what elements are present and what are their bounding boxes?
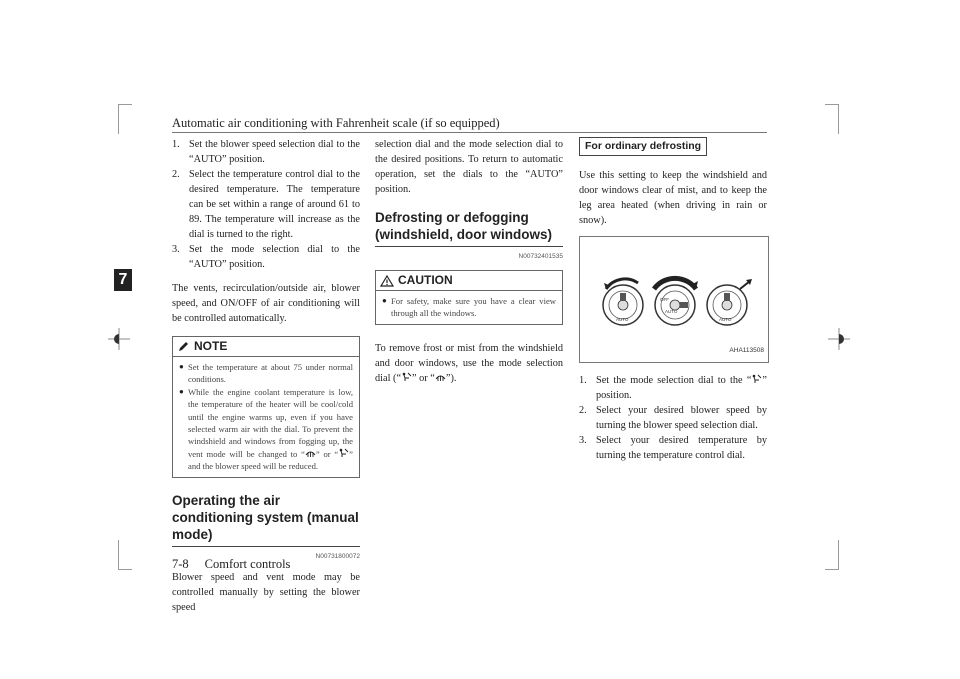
chapter-tab: 7: [114, 269, 132, 291]
note-header: [173, 337, 359, 357]
paragraph: Use this setting to keep the windshield and door windows clear of mist, and to keep the leg area heated (when driving in rain or snow).: [579, 170, 767, 226]
foot-defrost-icon: [751, 374, 762, 384]
warning-triangle-icon: [380, 275, 394, 287]
step-text: Select the temperature control dial to the desired temperature. The temperature can be set within a range of around 61 to 89. The temperature will increase as the dial is turned to the right.: [189, 169, 360, 240]
step-text: Set the mode selection dial to the “: [596, 375, 752, 386]
step-number: 3.: [579, 435, 587, 446]
note-text: Set the temperature at about 75 under normal conditions.: [188, 362, 353, 385]
reference-code: N00731800072: [315, 552, 360, 560]
crop-mark: [838, 104, 839, 134]
dial-auto-label: AUTO: [616, 317, 629, 322]
dial-auto-label: AUTO: [665, 309, 678, 314]
figure-code: AHA113508: [729, 347, 764, 354]
note-text: While the engine coolant temperature is low, the temperature of the heater will be cool/cold until the engine warms up, even if you have selected warm air with the dial. To prevent the windshield and windows from fogging up, the vent mode will be changed to “: [188, 386, 353, 459]
reference-code: N00732401535: [518, 253, 563, 260]
note-item: [179, 386, 353, 473]
section-heading: Defrosting or defogging (windshield, door windows): [375, 209, 563, 247]
registration-mark-right: [828, 328, 850, 350]
list-item: [579, 403, 767, 433]
crop-mark: [118, 104, 119, 134]
step-text: Select your desired blower speed by turning the blower speed selection dial.: [596, 405, 767, 431]
header-rule: [172, 132, 767, 133]
list-item: [579, 373, 767, 403]
caution-header: [376, 271, 562, 291]
defrost-steps-list: [579, 373, 767, 463]
foot-defrost-icon: [338, 448, 349, 458]
section-heading: Operating the air conditioning system (manual mode): [172, 492, 360, 547]
crop-mark: [838, 540, 839, 570]
note-item: [179, 361, 353, 386]
column-2: [375, 137, 563, 386]
step-number: 2.: [172, 169, 180, 180]
caution-text: For safety, make sure you have a clear view through all the windows.: [391, 296, 556, 319]
paragraph-text: To remove frost or mist from the windshield and door windows, use the mode selection dial (“: [375, 342, 563, 384]
defrost-windshield-icon: [435, 372, 446, 382]
registration-mark-left: [108, 328, 130, 350]
crop-mark: [825, 104, 839, 105]
paragraph: The vents, recirculation/outside air, blower speed, and ON/OFF of air conditioning will be controlled automatically.: [172, 283, 360, 324]
crop-mark: [118, 104, 132, 105]
paragraph-text: ” or “: [412, 372, 435, 384]
step-text: Select your desired temperature by turning the temperature control dial.: [596, 435, 767, 461]
defrost-windshield-icon: [305, 448, 316, 458]
list-item: [172, 167, 360, 242]
column-3: [579, 137, 767, 463]
boxed-subheading: For ordinary defrosting: [579, 137, 707, 156]
step-number: 3.: [172, 244, 180, 255]
dial-figure: [579, 236, 769, 363]
step-number: 1.: [172, 139, 180, 150]
crop-mark: [118, 540, 119, 570]
dial-auto-label: AUTO: [719, 317, 732, 322]
step-text: Set the blower speed selection dial to the “AUTO” position.: [189, 139, 360, 165]
step-number: 2.: [579, 405, 587, 416]
note-pencil-icon: [177, 340, 190, 353]
section-name: Comfort controls: [204, 557, 291, 571]
crop-mark: [118, 569, 132, 570]
page-header-title: Automatic air conditioning with Fahrenheit scale (if so equipped): [172, 116, 500, 130]
note-text: ” or “: [315, 448, 339, 459]
mode-selection-dial: [655, 285, 695, 325]
caution-item: [382, 295, 556, 320]
column-1: [172, 137, 360, 615]
page-number: 7-8: [172, 557, 189, 571]
foot-defrost-icon: [401, 372, 412, 382]
list-item: [172, 137, 360, 167]
auto-steps-list: [172, 137, 360, 272]
note-text: ” and the blower speed will be reduced.: [188, 448, 353, 472]
paragraph-text: ”).: [445, 372, 457, 384]
page-footer: [172, 557, 306, 572]
crop-mark: [825, 569, 839, 570]
step-text: ” position.: [596, 375, 767, 401]
step-number: 1.: [579, 375, 587, 386]
note-label: NOTE: [194, 339, 228, 353]
paragraph: [375, 341, 563, 386]
note-box: [172, 336, 360, 478]
caution-label: CAUTION: [398, 273, 453, 287]
paragraph: selection dial and the mode selection dial to the desired positions. To return to automatic operation, set the dials to the “AUTO” position.: [375, 139, 563, 195]
step-text: Set the mode selection dial to the “AUTO” position.: [189, 244, 360, 270]
paragraph: Blower speed and vent mode may be controlled manually by setting the blower speed: [172, 571, 360, 613]
list-item: [579, 433, 767, 463]
dial-off-label: OFF: [660, 297, 669, 302]
list-item: [172, 242, 360, 272]
caution-box: [375, 270, 563, 325]
